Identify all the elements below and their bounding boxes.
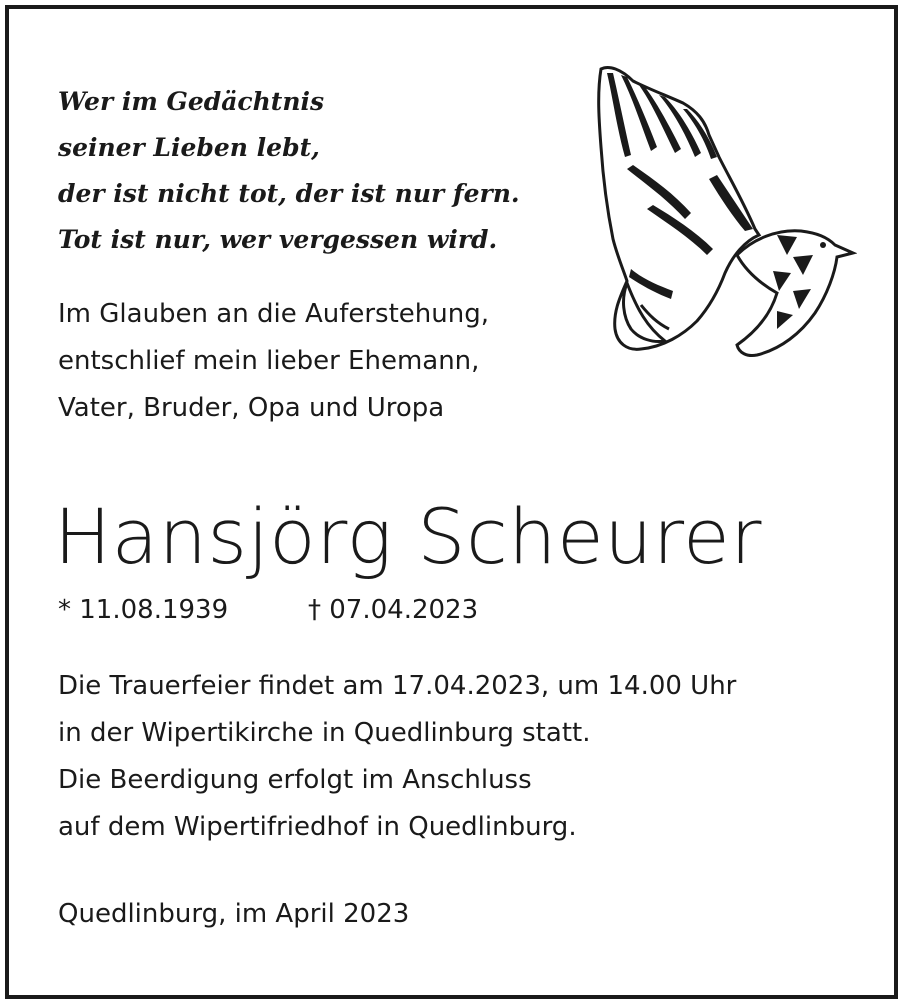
intro-text [58,291,489,432]
funeral-service-info [58,663,736,851]
intro-line: Im Glauben an die Auferstehung, [58,299,489,329]
service-line: auf dem Wipertifriedhof in Quedlinburg. [58,812,577,842]
service-line: in der Wipertikirche in Quedlinburg statt. [58,718,591,748]
poem-line: Tot ist nur, wer vergessen wird. [58,225,498,254]
death-date: † 07.04.2023 [308,595,479,625]
poem-line: Wer im Gedächtnis [58,87,325,116]
place-and-date: Quedlinburg, im April 2023 [58,899,410,929]
intro-line: entschlief mein lieber Ehemann, [58,346,480,376]
service-line: Die Trauerfeier findet am 17.04.2023, um 14.00 Uhr [58,671,737,701]
deceased-name: Hansjörg Scheurer [54,492,762,581]
poem-line: seiner Lieben lebt, [58,133,320,162]
intro-line: Vater, Bruder, Opa und Uropa [58,393,445,423]
service-line: Die Beerdigung erfolgt im Anschluss [58,765,532,795]
poem-line: der ist nicht tot, der ist nur fern. [58,179,520,208]
life-dates [58,587,479,633]
memorial-poem [58,79,520,263]
obituary-frame [5,5,898,999]
obituary-notice [9,9,894,995]
birth-date: * 11.08.1939 [58,595,229,625]
praying-hands-with-dove-icon [587,59,857,359]
